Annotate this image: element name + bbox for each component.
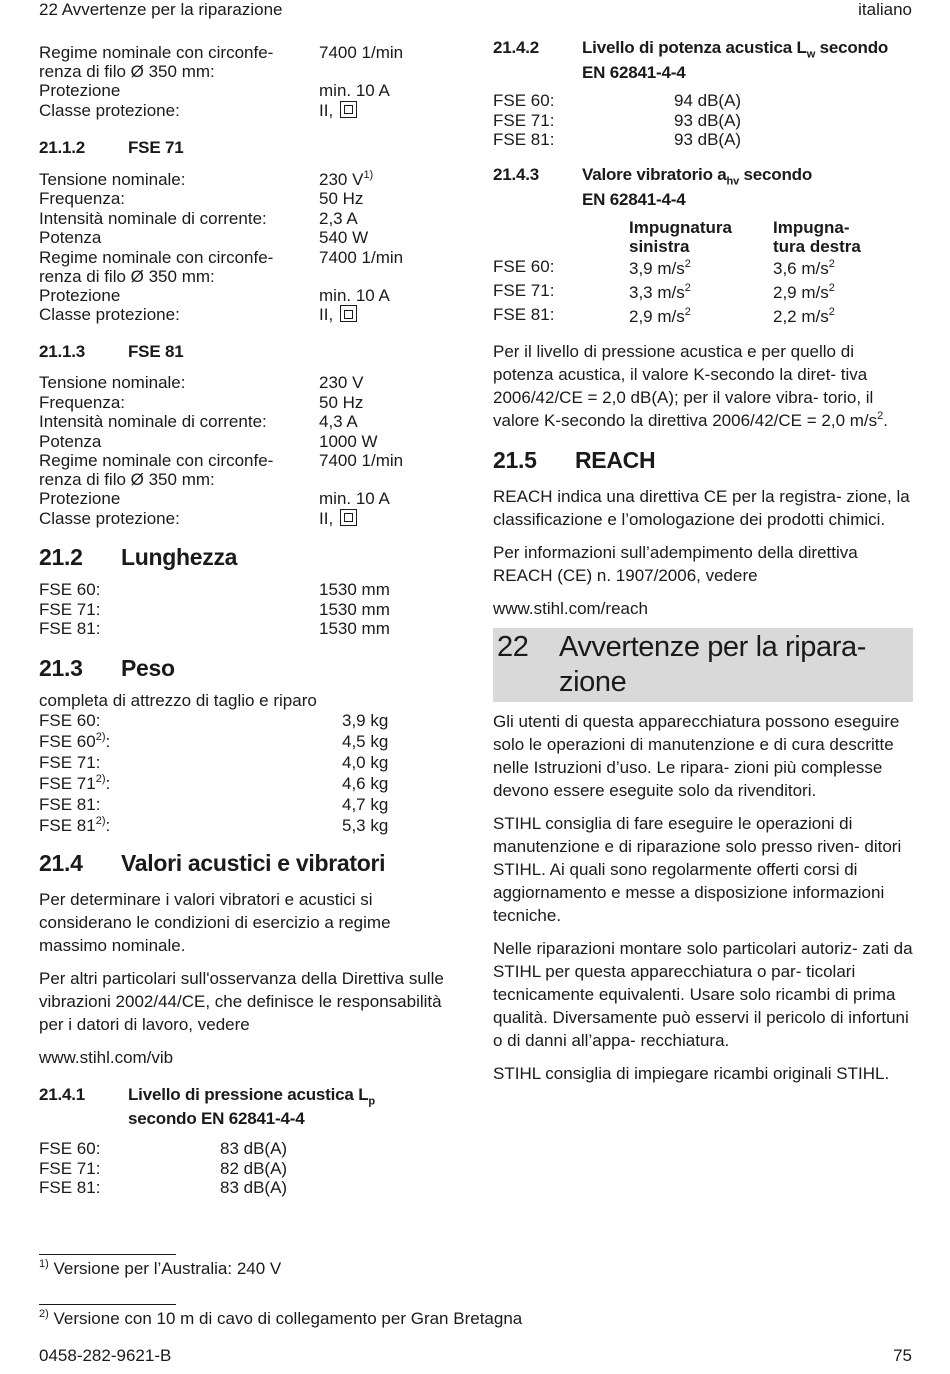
- footnote-2: [39, 1309, 522, 1329]
- section-heading-21-1-2: [39, 138, 459, 158]
- spec-value: min. 10 A: [319, 489, 390, 508]
- paragraph-text: Per il livello di pressione acustica e per quello di potenza acustica, il valore K-secondo la diret- tiva 2006/42/CE = 2,0 dB(A); per il valore vibra- torio, il valore K-secondo la direttiva 2006/42/CE = 2,0 m/s: [493, 341, 878, 430]
- section-heading-21-2: [39, 544, 459, 570]
- title-text: secondo: [815, 38, 889, 57]
- spec-value: 1530 mm: [319, 580, 390, 599]
- exponent: 2: [684, 305, 691, 318]
- value-text: 2,9 m/s: [629, 306, 685, 326]
- spec-value: [319, 305, 459, 325]
- spec-row: [39, 815, 459, 836]
- title-subscript: p: [368, 1095, 375, 1108]
- spec-label: Potenza: [39, 228, 102, 247]
- section-heading-21-4-2: [493, 35, 913, 85]
- spec-row: [39, 393, 459, 413]
- spec-row: [39, 373, 459, 393]
- chapter-number: 22: [497, 630, 529, 663]
- title-text-line2: EN 62841-4-4: [582, 63, 686, 82]
- section-title: Peso: [121, 654, 175, 681]
- spec-value: 2,3 A: [319, 208, 358, 228]
- spec-label: Frequenza:: [39, 392, 125, 412]
- paragraph: Nelle riparazioni montare solo particolari autoriz- zati da STIHL per questa apparecchiatura o par- ticolari tecnicamente equivalenti. Usare solo ricambi di prima qualità. Diversamente può esservi il pericolo di infortuni o di danni all’appa- recchiatura.: [493, 938, 913, 1050]
- value-text: 3,6 m/s: [773, 258, 829, 278]
- title-text: Valore vibratorio a: [582, 164, 727, 184]
- spec-value: 4,5 kg: [342, 732, 389, 751]
- vibration-table: [493, 218, 913, 328]
- spec-value: [319, 101, 459, 121]
- spec-value: 94 dB(A): [674, 91, 742, 110]
- section-number: 21.1.2: [39, 138, 86, 157]
- spec-row: [39, 580, 459, 600]
- spec-label: Protezione: [39, 489, 121, 508]
- header-line: tura destra: [773, 236, 861, 256]
- vib-link[interactable]: www.stihl.com/vib: [39, 1048, 174, 1067]
- spec-value-text: 230 V: [319, 169, 364, 189]
- spec-label: FSE 71:: [39, 1158, 101, 1178]
- spec-row: [39, 710, 459, 731]
- row-label: FSE 81:: [493, 304, 555, 324]
- section-heading-21-5: [493, 447, 913, 473]
- model-name: FSE 81: [39, 816, 96, 835]
- title-text-line2: secondo EN 62841-4-4: [128, 1109, 305, 1128]
- table-corner: [493, 218, 629, 256]
- section-title: Valori acustici e vibratori: [121, 850, 386, 876]
- spec-label: FSE 71:: [39, 599, 101, 619]
- section-number: 21.4: [39, 850, 83, 876]
- model-name: FSE 71: [39, 774, 96, 793]
- chapter-title: Avvertenze per la ripara- zione: [559, 630, 867, 698]
- section-number: 21.4.1: [39, 1085, 86, 1104]
- paragraph: Per informazioni sull’adempimento della direttiva REACH (CE) n. 1907/2006, vedere: [493, 542, 858, 585]
- fse81-specs: [39, 373, 459, 528]
- spec-value-text: II,: [319, 508, 334, 528]
- spec-row: [39, 619, 459, 639]
- spec-label: Classe protezione:: [39, 508, 180, 528]
- value-text: 3,3 m/s: [629, 282, 685, 302]
- spec-row: [39, 794, 459, 815]
- weight-intro: completa di attrezzo di taglio e riparo: [39, 690, 317, 710]
- spec-row: [39, 189, 459, 209]
- spec-label: Potenza: [39, 431, 102, 451]
- spec-label: [39, 752, 342, 773]
- model-name: FSE 81:: [39, 795, 101, 814]
- running-header: 22 Avvertenze per la riparazione: [39, 0, 283, 19]
- spec-label: [39, 794, 342, 815]
- section-title: REACH: [575, 446, 656, 473]
- spec-row: [39, 412, 459, 432]
- section-title: [582, 35, 888, 85]
- paragraph: STIHL consiglia di fare eseguire le operazioni di manutenzione e di riparazione solo presso riven- ditori STIHL. Ai quali sono regolarmente offerti corsi di aggiornamento e messe a disposizione informazioni tecniche.: [493, 813, 902, 925]
- spec-row: [39, 286, 459, 306]
- exponent: 2: [828, 281, 835, 294]
- paragraph: REACH indica una direttiva CE per la registra- zione, la classificazione e l’omologazione dei prodotti chimici.: [493, 486, 910, 529]
- spec-row: [39, 305, 459, 325]
- spec-row: [39, 731, 459, 752]
- section-title: FSE 71: [128, 138, 184, 157]
- spec-row: [39, 248, 459, 286]
- page-number: 75: [893, 1346, 912, 1365]
- section-number: 21.5: [493, 446, 537, 473]
- spec-value: 82 dB(A): [220, 1158, 288, 1178]
- spec-value: 50 Hz: [319, 189, 364, 208]
- header-line: Impugnatura: [629, 217, 732, 237]
- section-heading-21-1-3: [39, 342, 459, 362]
- spec-row: [39, 101, 459, 121]
- fse60-spec-tail: [39, 43, 459, 120]
- spec-label: Regime nominale con circonfe- renza di filo Ø 350 mm:: [39, 247, 274, 286]
- spec-row: [39, 432, 459, 452]
- header-line: sinistra: [629, 236, 690, 256]
- header-line: Impugna-: [773, 217, 850, 237]
- title-text: secondo: [738, 164, 813, 184]
- spec-value: 83 dB(A): [220, 1178, 288, 1197]
- spec-label: FSE 60:: [39, 580, 101, 599]
- fse71-specs: [39, 170, 459, 325]
- section-heading-21-4-1: [39, 1083, 459, 1131]
- spec-value: min. 10 A: [319, 81, 390, 100]
- spec-row: [39, 489, 459, 509]
- spec-value: 7400 1/min: [319, 43, 404, 62]
- length-specs: [39, 580, 459, 639]
- spec-value: 540 W: [319, 228, 369, 247]
- section-title: [582, 162, 812, 212]
- spec-label: FSE 81:: [39, 1178, 101, 1197]
- row-label: FSE 60:: [493, 256, 555, 276]
- footnote-ref: 2): [95, 773, 106, 785]
- spec-value: 5,3 kg: [342, 816, 389, 835]
- model-name: FSE 60: [39, 732, 96, 751]
- spec-value: min. 10 A: [319, 285, 390, 305]
- exponent: 2: [828, 257, 835, 270]
- spec-label: Tensione nominale:: [39, 373, 186, 392]
- section-title: [128, 1083, 375, 1131]
- lw-specs: [493, 91, 913, 150]
- spec-value: 7400 1/min: [319, 451, 404, 470]
- spec-label: [39, 710, 342, 731]
- left-column: [39, 43, 459, 1198]
- spec-value: 93 dB(A): [674, 130, 742, 149]
- protection-class-ii-icon: [340, 305, 357, 322]
- language-label: italiano: [858, 0, 912, 19]
- spec-row: [39, 43, 459, 81]
- cell-value: [773, 280, 913, 304]
- section-number: 21.4.3: [493, 164, 540, 184]
- spec-label: Protezione: [39, 81, 121, 100]
- spec-value: 1000 W: [319, 431, 378, 451]
- weight-specs: [39, 691, 459, 837]
- spec-row: [39, 600, 459, 620]
- value-text: 3,9 m/s: [629, 258, 685, 278]
- footnote-rule: [39, 1254, 176, 1255]
- spec-value: [319, 509, 459, 529]
- spec-label: Tensione nominale:: [39, 169, 186, 189]
- spec-label: FSE 60:: [39, 1139, 101, 1158]
- protection-class-ii-icon: [340, 509, 357, 526]
- paragraph: STIHL consiglia di impiegare ricambi originali STIHL.: [493, 1063, 890, 1083]
- spec-label: FSE 81:: [493, 130, 555, 149]
- section-number: 21.2: [39, 544, 83, 570]
- cell-value: [629, 256, 773, 280]
- cell-value: [773, 256, 913, 280]
- spec-row: [39, 228, 459, 248]
- title-subscript: hv: [726, 174, 739, 187]
- footnote-ref: 2): [95, 815, 106, 827]
- footnote-mark: 2): [39, 1308, 49, 1320]
- spec-row: [39, 752, 459, 773]
- spec-value: [319, 170, 459, 190]
- spec-label: FSE 71:: [493, 110, 555, 130]
- chapter-heading-22: [493, 628, 913, 702]
- exponent: 2: [684, 281, 691, 294]
- spec-label: Frequenza:: [39, 189, 125, 208]
- spec-row: [39, 773, 459, 794]
- value-text: 2,9 m/s: [773, 282, 829, 302]
- spec-row: [493, 111, 913, 131]
- footnote-text: Versione con 10 m di cavo di collegamento per Gran Bretagna: [53, 1309, 523, 1328]
- title-text-line2: EN 62841-4-4: [582, 189, 686, 209]
- document-number: 0458-282-9621-B: [39, 1346, 172, 1365]
- model-name: FSE 71:: [39, 753, 101, 772]
- value-text: 2,2 m/s: [773, 306, 829, 326]
- spec-value: 4,7 kg: [342, 795, 389, 814]
- spec-label: Intensità nominale di corrente:: [39, 208, 267, 228]
- section-number: 21.4.2: [493, 38, 540, 57]
- spec-label: FSE 81$^{2)}$:: [39, 815, 111, 835]
- spec-row: [493, 91, 913, 111]
- footnote-1: [39, 1259, 281, 1279]
- exponent: 2: [684, 257, 691, 270]
- spec-value: 50 Hz: [319, 392, 364, 412]
- paragraph: Gli utenti di questa apparecchiatura possono eseguire solo le operazioni di manutenzione e di cura descritte nelle Istruzioni d’uso. Le ripara- zioni più complesse devono essere eseguite solo da rivenditori.: [493, 711, 900, 800]
- spec-label: Classe protezione:: [39, 305, 180, 324]
- section-heading-21-3: [39, 655, 459, 681]
- protection-class-ii-icon: [340, 101, 357, 118]
- column-header-right-handle: [773, 218, 913, 256]
- spec-label: FSE 81:: [39, 619, 101, 638]
- spec-row: [39, 1139, 459, 1159]
- footnote-rule: [39, 1304, 176, 1305]
- spec-value: 1530 mm: [319, 599, 390, 619]
- lp-specs: [39, 1139, 459, 1198]
- spec-value: 93 dB(A): [674, 110, 742, 130]
- spec-label: Intensità nominale di corrente:: [39, 412, 267, 431]
- spec-row: [39, 209, 459, 229]
- cell-value: [773, 304, 913, 328]
- spec-label: Classe protezione:: [39, 100, 180, 120]
- spec-label: Regime nominale con circonfe- renza di filo Ø 350 mm:: [39, 43, 274, 81]
- spec-row: [39, 509, 459, 529]
- spec-row: [39, 170, 459, 190]
- spec-value: 230 V: [319, 373, 364, 392]
- reach-link[interactable]: www.stihl.com/reach: [493, 598, 648, 618]
- spec-row: [39, 81, 459, 101]
- section-title: Lunghezza: [121, 544, 238, 570]
- section-heading-21-4: [39, 850, 459, 876]
- section-heading-21-4-3: [493, 162, 913, 212]
- exponent: 2: [828, 305, 835, 318]
- spec-row: [493, 130, 913, 150]
- footnote-text: Versione per l’Australia: 240 V: [53, 1259, 282, 1278]
- spec-row: [39, 451, 459, 489]
- row-label: FSE 71:: [493, 280, 555, 300]
- spec-label: Protezione: [39, 285, 121, 305]
- right-column: [493, 35, 913, 1085]
- column-header-left-handle: [629, 218, 773, 256]
- spec-label: FSE 60$^{2)}$:: [39, 731, 111, 751]
- spec-value: 7400 1/min: [319, 247, 404, 267]
- spec-label: FSE 71$^{2)}$:: [39, 773, 111, 793]
- spec-value: 1530 mm: [319, 619, 390, 638]
- title-text: Livello di pressione acustica L: [128, 1085, 369, 1104]
- paragraph-k-values: [493, 340, 913, 432]
- section-title: FSE 81: [128, 341, 184, 361]
- paragraph: Per altri particolari sull'osservanza della Direttiva sulle vibrazioni 2002/44/CE, che definisce le responsabilità per i datori di lavoro, vedere: [39, 969, 444, 1034]
- title-text: Livello di potenza acustica L: [582, 38, 807, 57]
- model-name: FSE 60:: [39, 711, 101, 730]
- spec-value: 4,6 kg: [342, 774, 389, 793]
- paragraph: Per determinare i valori vibratori e acustici si considerano le condizioni di esercizio a regime massimo nominale.: [39, 890, 391, 955]
- cell-value: [629, 280, 773, 304]
- paragraph-text: .: [883, 410, 888, 430]
- spec-label: FSE 60:: [493, 91, 555, 110]
- cell-value: [629, 304, 773, 328]
- spec-value: 83 dB(A): [220, 1139, 288, 1158]
- footnote-ref: 1): [363, 168, 374, 181]
- section-number: 21.1.3: [39, 341, 86, 361]
- spec-value-text: II,: [319, 305, 334, 324]
- spec-value: 3,9 kg: [342, 711, 389, 730]
- spec-label: Regime nominale con circonfe- renza di filo Ø 350 mm:: [39, 451, 274, 489]
- spec-value: 4,3 A: [319, 412, 358, 431]
- exponent: 2: [877, 409, 884, 422]
- footnote-mark: 1): [39, 1258, 49, 1270]
- title-subscript: w: [806, 48, 816, 61]
- spec-value: 4,0 kg: [342, 753, 389, 772]
- spec-row: [39, 1159, 459, 1179]
- spec-row: [39, 1178, 459, 1198]
- spec-value-text: II,: [319, 100, 334, 120]
- section-number: 21.3: [39, 654, 83, 681]
- footnote-ref: 2): [95, 731, 106, 743]
